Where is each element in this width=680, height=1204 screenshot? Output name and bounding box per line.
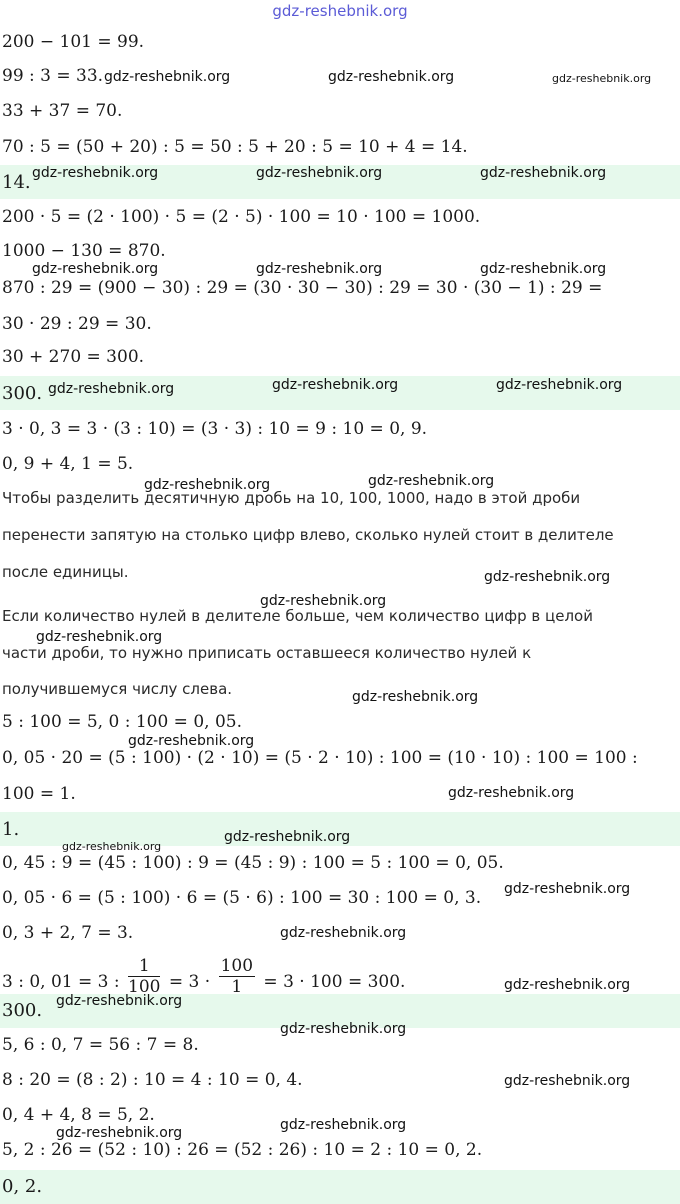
answer-line: 0, 2. [2,1176,43,1197]
site-header[interactable]: gdz-reshebnik.org [272,2,408,20]
answer-line: 300. [2,1000,43,1021]
watermark: gdz-reshebnik.org [260,593,387,609]
math-line: 100 = 1. [2,784,76,804]
math-line: 33 + 37 = 70. [2,101,123,121]
rule-text: части дроби, то нужно приписать оставшееся количество нулей к [2,644,532,662]
math-line: 1000 − 130 = 870. [2,241,166,261]
answer-line: 300. [2,383,43,404]
math-line: 200 · 5 = (2 · 100) · 5 = (2 · 5) · 100 = 10 · 100 = 1000. [2,207,481,227]
math-line: 0, 45 : 9 = (45 : 100) : 9 = (45 : 9) : 100 = 5 : 100 = 0, 05. [2,853,504,873]
watermark: gdz-reshebnik.org [504,1073,631,1089]
watermark: gdz-reshebnik.org [32,165,159,181]
watermark: gdz-reshebnik.org [48,381,175,397]
watermark: gdz-reshebnik.org [62,840,162,853]
watermark: gdz-reshebnik.org [448,785,575,801]
watermark: gdz-reshebnik.org [496,377,623,393]
math-line: 5, 6 : 0, 7 = 56 : 7 = 8. [2,1035,199,1055]
rule-text: перенести запятую на столько цифр влево, сколько нулей стоит в делителе [2,526,614,544]
answer-highlight [0,1170,680,1204]
watermark: gdz-reshebnik.org [280,925,407,941]
watermark: gdz-reshebnik.org [144,477,271,493]
rule-text: получившемуся числу слева. [2,680,233,698]
math-line: 8 : 20 = (8 : 2) : 10 = 4 : 10 = 0, 4. [2,1070,303,1090]
rule-text: после единицы. [2,563,129,581]
watermark: gdz-reshebnik.org [104,69,231,85]
watermark: gdz-reshebnik.org [56,993,183,1009]
fraction-hundred-over-one [219,956,255,997]
watermark: gdz-reshebnik.org [504,881,631,897]
watermark: gdz-reshebnik.org [368,473,495,489]
math-line: 3 · 0, 3 = 3 · (3 : 10) = (3 · 3) : 10 = 9 : 10 = 0, 9. [2,419,428,439]
watermark: gdz-reshebnik.org [504,977,631,993]
rule-text: Чтобы разделить десятичную дробь на 10, 100, 1000, надо в этой дроби [2,489,581,507]
fraction-line-lead: 3 : 0, 01 = 3 : [2,972,120,992]
watermark: gdz-reshebnik.org [36,629,163,645]
math-line: 0, 3 + 2, 7 = 3. [2,923,134,943]
math-line: 5 : 100 = 5, 0 : 100 = 0, 05. [2,712,242,732]
watermark: gdz-reshebnik.org [352,689,479,705]
watermark: gdz-reshebnik.org [280,1117,407,1133]
watermark: gdz-reshebnik.org [128,733,255,749]
fraction-one-hundredth [128,956,160,997]
watermark: gdz-reshebnik.org [480,165,607,181]
watermark: gdz-reshebnik.org [224,829,351,845]
watermark: gdz-reshebnik.org [272,377,399,393]
fraction-line-mid: = 3 · [168,972,211,992]
math-line: 870 : 29 = (900 − 30) : 29 = (30 · 30 − 30) : 29 = 30 · (30 − 1) : 29 = [2,278,603,298]
math-line: 0, 9 + 4, 1 = 5. [2,454,134,474]
watermark: gdz-reshebnik.org [32,261,159,277]
watermark: gdz-reshebnik.org [552,72,652,85]
fraction-numerator: 1 [128,956,160,977]
math-line: 0, 4 + 4, 8 = 5, 2. [2,1105,155,1125]
math-line: 99 : 3 = 33. [2,66,104,86]
math-line: 0, 05 · 6 = (5 : 100) · 6 = (5 · 6) : 100 = 30 : 100 = 0, 3. [2,888,482,908]
math-line: 200 − 101 = 99. [2,32,145,52]
watermark: gdz-reshebnik.org [256,165,383,181]
fraction-line-tail: = 3 · 100 = 300. [263,972,406,992]
watermark: gdz-reshebnik.org [256,261,383,277]
math-line: 70 : 5 = (50 + 20) : 5 = 50 : 5 + 20 : 5 = 10 + 4 = 14. [2,137,468,157]
watermark: gdz-reshebnik.org [280,1021,407,1037]
fraction-denominator: 1 [231,977,243,997]
math-line: 30 + 270 = 300. [2,347,145,367]
fraction-numerator: 100 [220,956,254,976]
watermark: gdz-reshebnik.org [328,69,455,85]
fraction-denominator: 100 [128,977,161,997]
watermark: gdz-reshebnik.org [56,1125,183,1141]
watermark: gdz-reshebnik.org [484,569,611,585]
math-line: 5, 2 : 26 = (52 : 10) : 26 = (52 : 26) : 10 = 2 : 10 = 0, 2. [2,1140,483,1160]
rule-text: Если количество нулей в делителе больше, чем количество цифр в целой [2,607,593,625]
answer-line: 14. [2,172,31,193]
math-line: 30 · 29 : 29 = 30. [2,314,152,334]
answer-line: 1. [2,819,20,840]
watermark: gdz-reshebnik.org [480,261,607,277]
math-line: 0, 05 · 20 = (5 : 100) · (2 · 10) = (5 · 2 · 10) : 100 = (10 · 10) : 100 = 100 : [2,748,638,768]
